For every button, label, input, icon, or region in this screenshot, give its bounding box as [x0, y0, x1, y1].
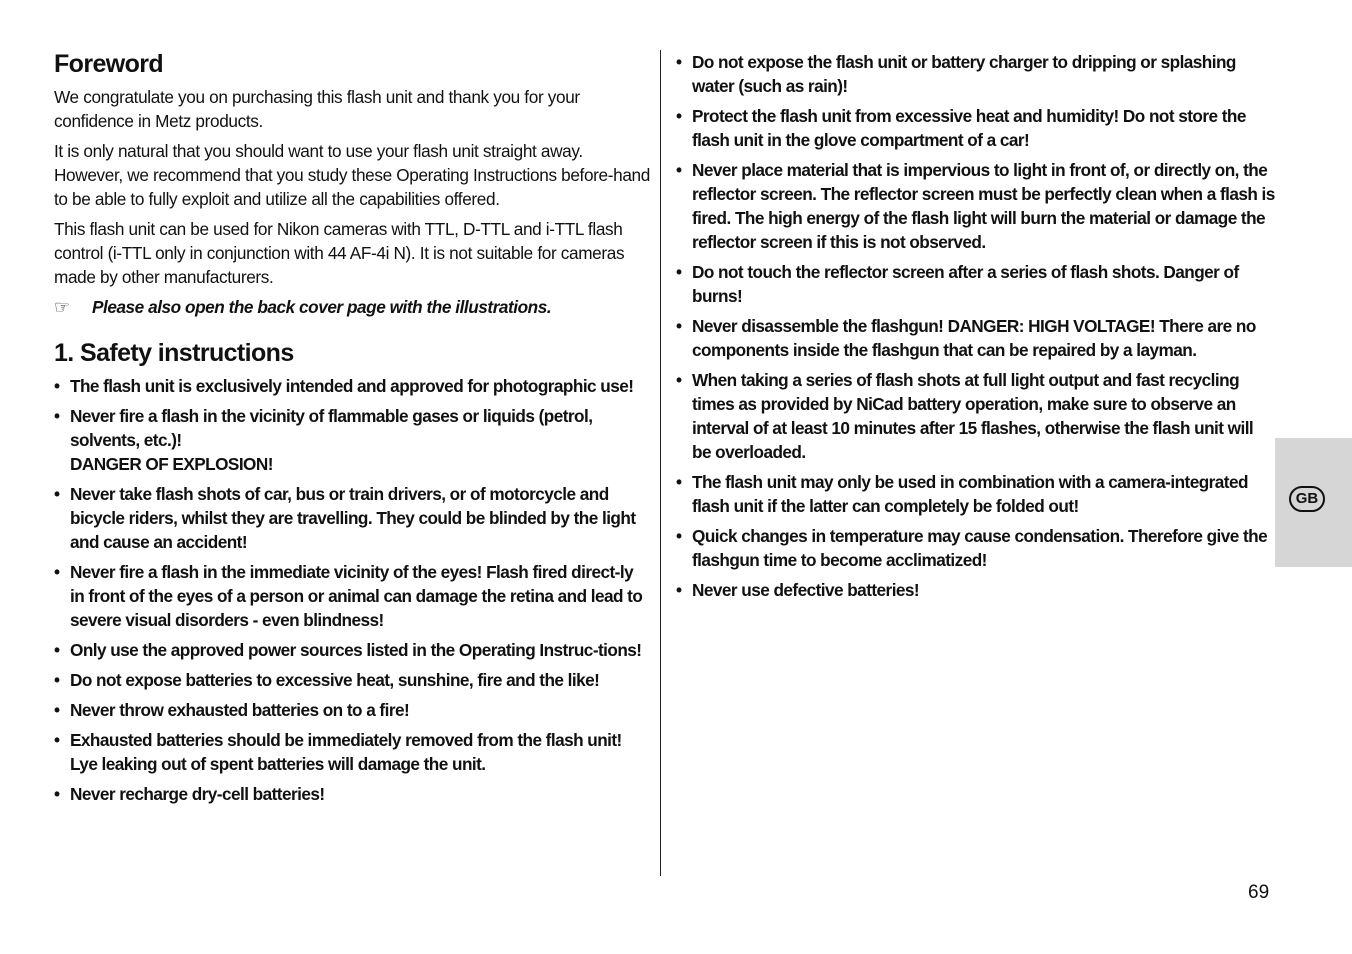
safety-item: • Do not expose the flash unit or battery charger to dripping or splashing water (such as rain)!	[676, 50, 1276, 98]
safety-heading: 1. Safety instructions	[54, 339, 294, 367]
foreword-paragraph-2: It is only natural that you should want to use your flash unit straight away. However, we recommend that you study these Operating Instructions before-hand to be able to fully exploit and utilize all the capabilities offered.	[54, 141, 650, 209]
safety-item: • Quick changes in temperature may cause condensation. Therefore give the flashgun time to become acclimatized!	[676, 524, 1276, 572]
safety-item: • The flash unit is exclusively intended and approved for photographic use!	[54, 374, 650, 398]
safety-item: • Never take flash shots of car, bus or train drivers, or of motorcycle and bicycle riders, whilst they are travelling. They could be blinded by the light and cause an accident!	[54, 482, 650, 554]
safety-item: • Exhausted batteries should be immediately removed from the flash unit! Lye leaking out of spent batteries will damage the unit.	[54, 728, 650, 776]
safety-item: • Only use the approved power sources listed in the Operating Instruc-tions!	[54, 638, 650, 662]
safety-item: • Never fire a flash in the immediate vicinity of the eyes! Flash fired direct-ly in front of the eyes of a person or animal can damage the retina and lead to severe visual disorders - even blindness!	[54, 560, 650, 632]
safety-item: • When taking a series of flash shots at full light output and fast recycling times as provided by NiCad battery operation, make sure to observe an interval of at least 10 minutes after 15 flashes, otherwise the flash unit will be overloaded.	[676, 368, 1276, 464]
safety-item: • Never throw exhausted batteries on to a fire!	[54, 698, 650, 722]
illustration-note-text: Please also open the back cover page with the illustrations.	[92, 297, 552, 317]
column-divider	[660, 50, 661, 876]
safety-item: • Never use defective batteries!	[676, 578, 1276, 602]
safety-item	[54, 404, 650, 476]
safety-item: • The flash unit may only be used in combination with a camera-integrated flash unit if the latter can completely be folded out!	[676, 470, 1276, 518]
illustration-note	[54, 295, 650, 319]
safety-list-left	[54, 374, 650, 806]
pointing-hand-icon: ☞	[54, 297, 70, 317]
safety-item: • Protect the flash unit from excessive heat and humidity! Do not store the flash unit in the glove compartment of a car!	[676, 104, 1276, 152]
safety-item: • Do not touch the reflector screen after a series of flash shots. Danger of burns!	[676, 260, 1276, 308]
foreword-heading: Foreword	[54, 50, 164, 78]
language-tab	[1275, 438, 1352, 567]
explosion-warning: DANGER OF EXPLOSION!	[70, 454, 273, 474]
left-column	[54, 50, 650, 812]
safety-item-text: Never fire a flash in the vicinity of flammable gases or liquids (petrol, solvents, etc.)!	[70, 406, 593, 450]
foreword-paragraph-1: We congratulate you on purchasing this flash unit and thank you for your confidence in Metz products.	[54, 87, 580, 131]
safety-item: • Never recharge dry-cell batteries!	[54, 782, 650, 806]
foreword-paragraph-3: This flash unit can be used for Nikon cameras with TTL, D-TTL and i-TTL flash control (i-TTL only in conjunction with 44 AF-4i N). It is not suitable for cameras made by other manufacturers.	[54, 219, 625, 287]
safety-item: • Never disassemble the flashgun! DANGER: HIGH VOLTAGE! There are no components inside the flashgun that can be repaired by a layman.	[676, 314, 1276, 362]
safety-item: • Never place material that is impervious to light in front of, or directly on, the reflector screen. The reflector screen must be perfectly clean when a flash is fired. The high energy of the flash light will burn the material or damage the reflector screen if this is not observed.	[676, 158, 1276, 254]
right-column	[676, 50, 1276, 608]
safety-list-right	[676, 50, 1276, 602]
page-number: 69	[1248, 882, 1270, 903]
language-badge: GB	[1289, 486, 1325, 512]
safety-item: • Do not expose batteries to excessive heat, sunshine, fire and the like!	[54, 668, 650, 692]
